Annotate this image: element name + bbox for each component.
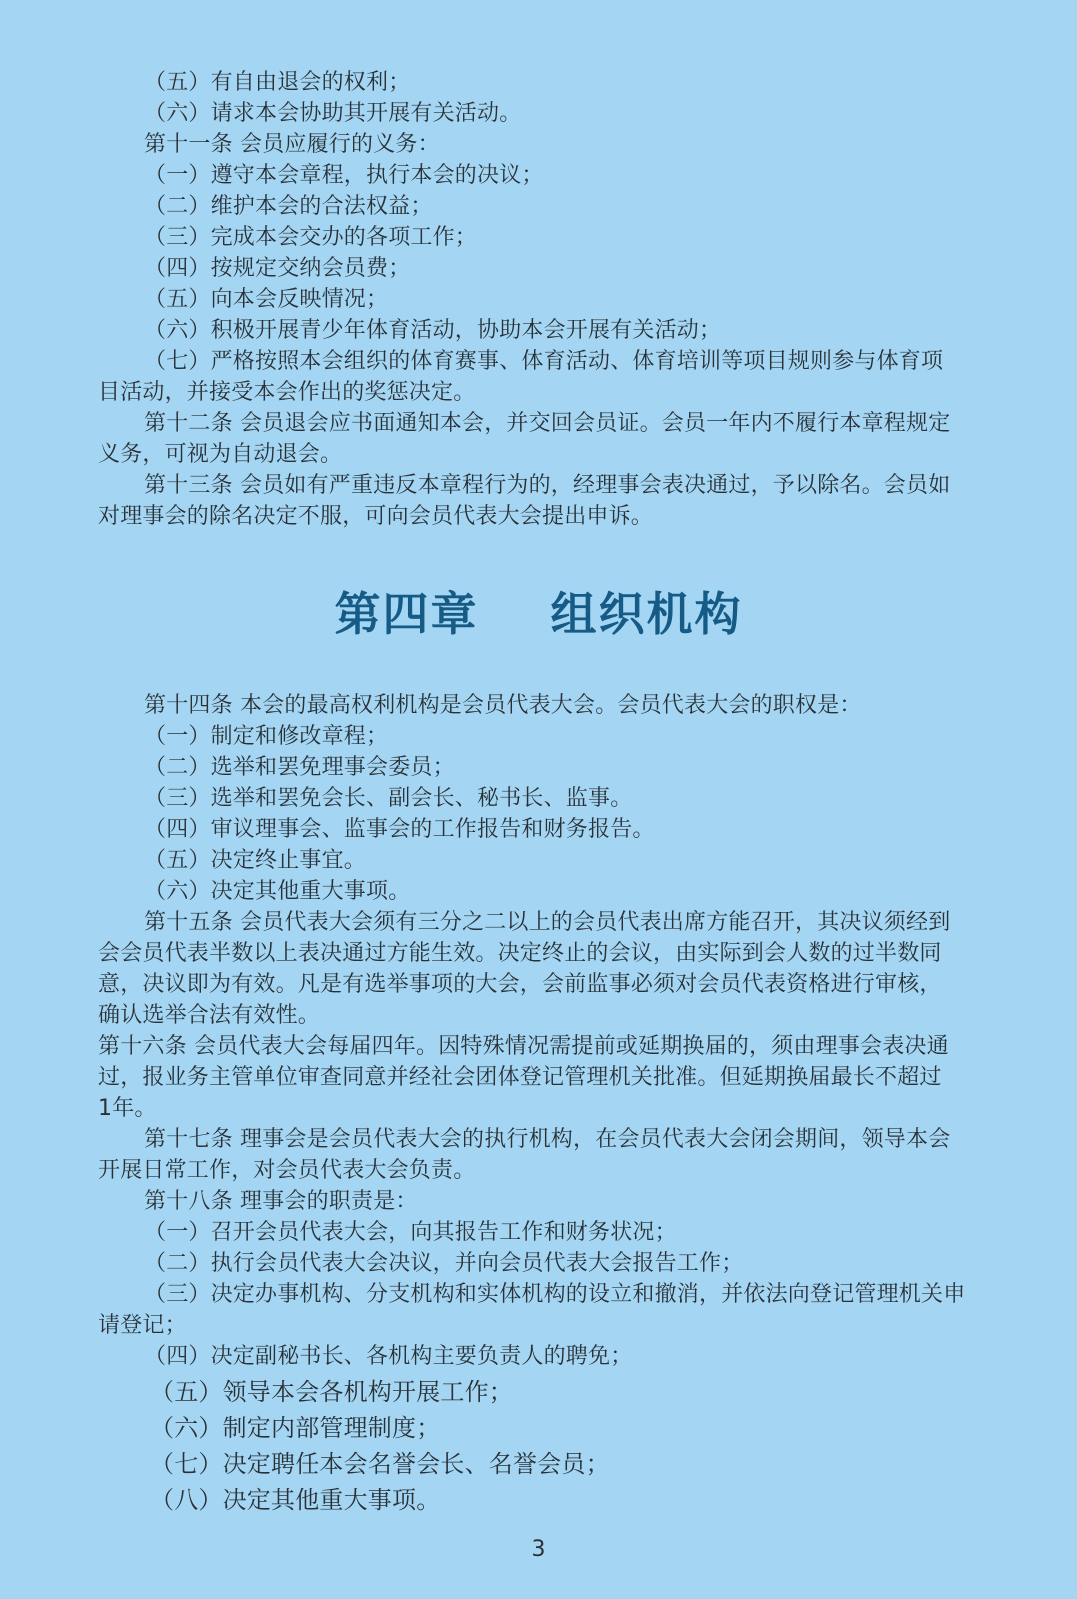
text-line: 第十八条 理事会的职责是： <box>144 1189 418 1214</box>
text-line: （五）向本会反映情况； <box>144 287 389 312</box>
text-line: （一）召开会员代表大会，向其报告工作和财务状况； <box>144 1220 677 1245</box>
text-line: （七）严格按照本会组织的体育赛事、体育活动、体育培训等项目规则参与体育项 <box>144 349 944 374</box>
text-line: 第十七条 理事会是会员代表大会的执行机构，在会员代表大会闭会期间，领导本会 <box>144 1127 951 1152</box>
text-line: 第十二条 会员退会应书面通知本会，并交回会员证。会员一年内不履行本章程规定 <box>144 411 951 436</box>
text-line: （二）选举和罢免理事会委员； <box>144 755 455 780</box>
chapter-title: 第四章 组织机构 <box>334 587 743 641</box>
text-line: （五）领导本会各机构开展工作； <box>150 1378 513 1406</box>
text-line: 对理事会的除名决定不服，可向会员代表大会提出申诉。 <box>98 504 654 529</box>
text-line: （三）选举和罢免会长、副会长、秘书长、监事。 <box>144 786 633 811</box>
text-line: 1年。 <box>98 1096 157 1121</box>
text-line: （七）决定聘任本会名誉会长、名誉会员； <box>150 1450 610 1478</box>
text-line: （二）维护本会的合法权益； <box>144 194 433 219</box>
text-line: （四）按规定交纳会员费； <box>144 256 411 281</box>
text-line: （五）决定终止事宜。 <box>144 848 367 873</box>
text-line: 会会员代表半数以上表决通过方能生效。决定终止的会议，由实际到会人数的过半数同 <box>98 941 942 966</box>
text-line: （六）请求本会协助其开展有关活动。 <box>144 101 522 126</box>
text-line: （三）完成本会交办的各项工作； <box>144 225 478 250</box>
text-line: （一）制定和修改章程； <box>144 724 389 749</box>
text-line: 开展日常工作，对会员代表大会负责。 <box>98 1158 476 1183</box>
text-line: （二）执行会员代表大会决议，并向会员代表大会报告工作； <box>144 1251 744 1276</box>
text-line: 第十六条 会员代表大会每届四年。因特殊情况需提前或延期换届的，须由理事会表决通 <box>98 1034 949 1059</box>
text-line: 第十一条 会员应履行的义务： <box>144 132 440 157</box>
text-line: 请登记； <box>98 1313 187 1338</box>
text-line: （四）审议理事会、监事会的工作报告和财务报告。 <box>144 817 655 842</box>
text-line: （三）决定办事机构、分支机构和实体机构的设立和撤消，并依法向登记管理机关申 <box>144 1282 966 1307</box>
page-number: 3 <box>531 1537 546 1562</box>
text-line: （一）遵守本会章程，执行本会的决议； <box>144 163 544 188</box>
text-line: 第十五条 会员代表大会须有三分之二以上的会员代表出席方能召开，其决议须经到 <box>144 910 951 935</box>
text-line: 意，决议即为有效。凡是有选举事项的大会，会前监事必须对会员代表资格进行审核， <box>98 972 942 997</box>
text-line: 过，报业务主管单位审查同意并经社会团体登记管理机关批准。但延期换届最长不超过 <box>98 1065 942 1090</box>
text-line: 确认选举合法有效性。 <box>98 1003 321 1028</box>
text-line: 目活动，并接受本会作出的奖惩决定。 <box>98 380 476 405</box>
text-line: （八）决定其他重大事项。 <box>150 1486 441 1514</box>
text-line: （六）决定其他重大事项。 <box>144 879 411 904</box>
text-line: （四）决定副秘书长、各机构主要负责人的聘免； <box>144 1344 633 1369</box>
text-line: （六）制定内部管理制度； <box>150 1414 441 1442</box>
text-line: （六）积极开展青少年体育活动，协助本会开展有关活动； <box>144 318 722 343</box>
text-line: 第十四条 本会的最高权利机构是会员代表大会。会员代表大会的职权是： <box>144 693 862 718</box>
text-line: 第十三条 会员如有严重违反本章程行为的，经理事会表决通过，予以除名。会员如 <box>144 473 951 498</box>
text-line: （五）有自由退会的权利； <box>144 70 411 95</box>
text-line: 义务，可视为自动退会。 <box>98 442 343 467</box>
